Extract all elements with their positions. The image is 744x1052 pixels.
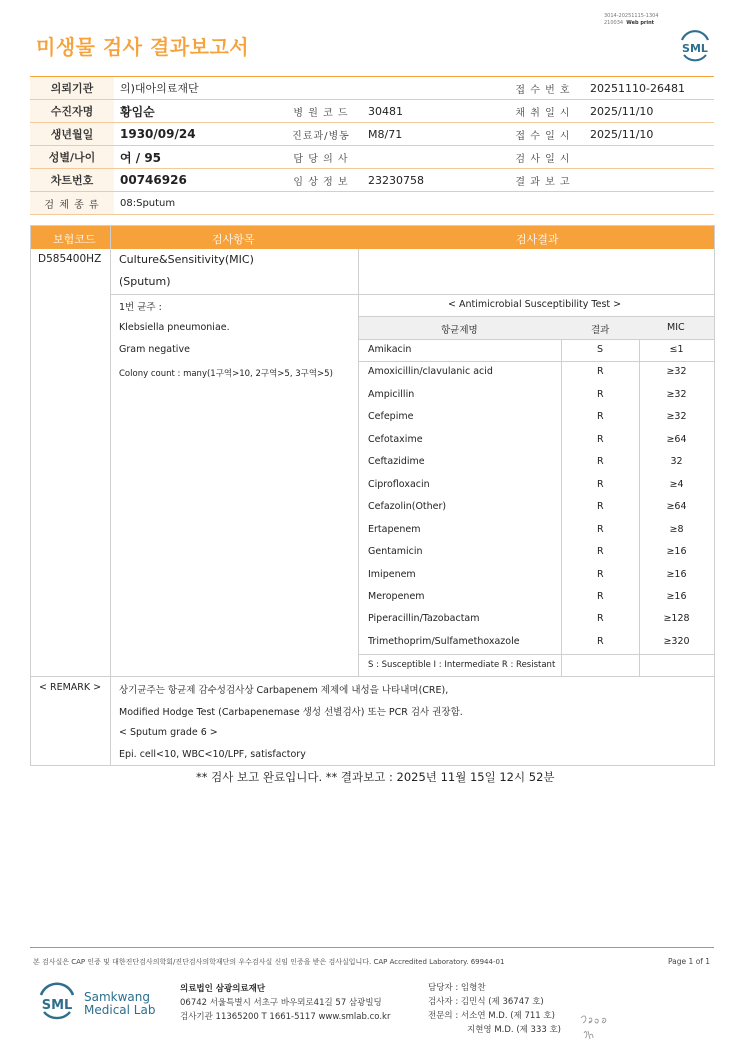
insurance-code: D585400HZ (38, 253, 102, 265)
info-label: 병 원 코 드 (280, 100, 362, 123)
ast-result-cell: R (597, 366, 604, 378)
ast-mic-cell: ≥16 (666, 568, 687, 580)
info-value: 00746926 (114, 169, 280, 192)
ast-drug-cell: Cefepime (368, 411, 414, 423)
remark-label: < REMARK > (39, 682, 102, 693)
info-value: 1930/09/24 (114, 123, 280, 146)
staff-line: 담당자 : 임형찬 (428, 983, 486, 993)
info-value: 08:Sputum (114, 192, 714, 215)
header-test-item: 검사항목 (212, 233, 255, 246)
ast-mic-cell: ≥4 (669, 478, 684, 490)
info-label: 결 과 보 고 (502, 169, 584, 192)
ast-result-cell: R (597, 478, 604, 490)
info-label: 검 사 일 시 (502, 146, 584, 169)
info-value (362, 146, 502, 169)
report-id-line2: 210034 (604, 20, 624, 26)
ast-result-cell: R (597, 388, 604, 400)
divider (358, 316, 714, 317)
web-print-label: Web print (626, 20, 655, 26)
info-value: 20251110-26481 (584, 77, 714, 100)
organism-name: Klebsiella pneumoniae. (119, 322, 230, 333)
divider (561, 316, 562, 676)
info-value: 30481 (362, 100, 502, 123)
ast-result-cell: R (597, 635, 604, 647)
ast-mic-cell: ≥64 (666, 433, 687, 445)
result-grid (30, 225, 715, 766)
svg-text:SML: SML (41, 998, 73, 1013)
info-row (30, 146, 714, 169)
info-row (30, 100, 714, 123)
info-row (30, 192, 714, 215)
organism-label: 1번 균주 : (119, 302, 162, 313)
info-label: 성별/나이 (30, 146, 114, 169)
ast-mic-cell: ≥128 (663, 613, 690, 625)
ast-result-cell: R (597, 590, 604, 602)
info-label: 생년월일 (30, 123, 114, 146)
ast-mic-cell: ≥320 (663, 635, 690, 647)
ast-mic-cell: ≥32 (666, 411, 687, 423)
divider (110, 226, 111, 765)
header-insurance-code: 보험코드 (53, 233, 96, 246)
ast-drug-cell: Imipenem (368, 568, 416, 580)
ast-result-cell: R (597, 523, 604, 535)
ast-drug-cell: Cefazolin(Other) (368, 501, 447, 513)
completion-notice: ** 검사 보고 완료입니다. ** 결과보고 : 2025년 11월 15일 12시 52분 (196, 770, 555, 784)
divider (358, 361, 714, 362)
divider (358, 339, 714, 340)
specimen-name: (Sputum) (119, 275, 171, 288)
ast-drug-cell: Gentamicin (368, 546, 423, 558)
divider (358, 654, 714, 655)
ast-drug-cell: Amikacin (368, 344, 412, 355)
divider (358, 294, 359, 676)
contact-line: 검사기관 11365200 T 1661-5117 www.smlab.co.kr (180, 1012, 391, 1022)
ast-drug-cell: Ampicillin (368, 388, 415, 400)
staff-line: 전문의 : 서소연 M.D. (제 711 호) (428, 1011, 555, 1021)
signature-icon (578, 1009, 612, 1041)
remark-line: Modified Hodge Test (Carbapenemase 생성 선별검사) 또는 PCR 검사 권장함. (119, 707, 463, 718)
divider (358, 249, 359, 294)
ast-mic-cell: ≥32 (666, 388, 687, 400)
info-value: 2025/11/10 (584, 123, 714, 146)
ast-header-bg (359, 317, 714, 339)
brand-name (84, 991, 155, 1017)
info-value: 의)대아의료재단 (114, 77, 502, 100)
staff-line: 검사자 : 김민식 (제 36747 호) (428, 997, 544, 1007)
info-label: 차트번호 (30, 169, 114, 192)
accreditation-note: 본 검사실은 CAP 인증 및 대한진단검사의학회/진단검사의학재단의 우수검사실 신임 인증을 받은 검사실입니다. CAP Accredited Laboratory. 69944-01 (33, 958, 505, 966)
info-label: 검 체 종 류 (30, 192, 114, 215)
header-test-result: 검사결과 (516, 233, 559, 246)
ast-result-cell: R (597, 433, 604, 445)
remark-line: 상기균주는 항균제 감수성검사상 Carbapenem 제제에 내성을 나타내며(CRE), (119, 685, 449, 696)
info-row (30, 169, 714, 192)
ast-title: < Antimicrobial Susceptibility Test > (448, 299, 622, 310)
info-label: 접 수 일 시 (502, 123, 584, 146)
org-name: 의료법인 삼광의료재단 (180, 984, 266, 994)
result-grid-header (31, 226, 714, 249)
info-value (584, 169, 714, 192)
footer-divider (30, 947, 714, 948)
info-value: 황임순 (114, 100, 280, 123)
brand-line: Medical Lab (84, 1003, 156, 1017)
ast-col-result: 결과 (591, 325, 610, 336)
info-value: 23230758 (362, 169, 502, 192)
page-number: Page 1 of 1 (668, 957, 711, 966)
test-name: Culture&Sensitivity(MIC) (119, 253, 254, 266)
info-label: 임 상 정 보 (280, 169, 362, 192)
gram-stain: Gram negative (119, 344, 190, 355)
ast-mic-cell: ≥32 (666, 366, 687, 378)
ast-mic-cell: 32 (670, 456, 683, 468)
ast-result-cell: R (597, 546, 604, 558)
staff-line: 지현영 M.D. (제 333 호) (467, 1025, 562, 1035)
ast-result-cell: R (597, 411, 604, 423)
info-label: 수진자명 (30, 100, 114, 123)
ast-col-drug: 항균제명 (441, 325, 478, 336)
staff-block (428, 981, 561, 1037)
ast-result-cell: R (597, 501, 604, 513)
ast-drug-cell: Ertapenem (368, 523, 421, 535)
ast-mic-cell: ≥16 (666, 546, 687, 558)
info-value: M8/71 (362, 123, 502, 146)
info-value: 여 / 95 (114, 146, 280, 169)
info-label: 채 취 일 시 (502, 100, 584, 123)
info-row (30, 123, 714, 146)
ast-drug-cell: Piperacillin/Tazobactam (368, 613, 480, 625)
ast-result-cell: S (597, 344, 604, 355)
ast-result-cell: R (597, 613, 604, 625)
patient-info-table (30, 76, 714, 215)
sml-logo-icon (677, 28, 713, 62)
ast-drug-cell: Cefotaxime (368, 433, 423, 445)
page-title: 미생물 검사 결과보고서 (36, 35, 250, 59)
ast-legend: S : Susceptible I : Intermediate R : Resistant (368, 660, 556, 670)
ast-drug-cell: Ceftazidime (368, 456, 425, 468)
remark-line: Epi. cell<10, WBC<10/LPF, satisfactory (119, 749, 306, 760)
report-id-line: 3014-20251115-1304 (604, 13, 659, 19)
info-label: 담 당 의 사 (280, 146, 362, 169)
report-id-stamp (604, 13, 659, 27)
address-line: 06742 서울특별시 서초구 바우뫼로41길 57 삼광빌딩 (180, 998, 382, 1008)
info-row (30, 77, 714, 100)
lab-address-block (180, 982, 390, 1024)
ast-mic-cell: ≥64 (666, 501, 687, 513)
ast-mic-cell: ≥16 (666, 590, 687, 602)
ast-mic-cell: ≥8 (669, 523, 684, 535)
ast-mic-cell: ≤1 (669, 344, 684, 355)
info-value: 2025/11/10 (584, 100, 714, 123)
remark-line: < Sputum grade 6 > (119, 727, 218, 738)
info-value (584, 146, 714, 169)
ast-drug-cell: Amoxicillin/clavulanic acid (368, 366, 493, 378)
brand-line: Samkwang (84, 990, 150, 1004)
ast-drug-cell: Meropenem (368, 590, 425, 602)
ast-drug-cell: Trimethoprim/Sulfamethoxazole (368, 635, 520, 647)
info-label: 의뢰기관 (30, 77, 114, 100)
colony-count: Colony count : many(1구역>10, 2구역>5, 3구역>5) (119, 369, 333, 379)
divider (31, 676, 714, 677)
ast-result-cell: R (597, 568, 604, 580)
sml-logo-icon (36, 981, 78, 1021)
info-label: 진료과/병동 (280, 123, 362, 146)
svg-text:SML: SML (682, 42, 708, 55)
divider (110, 294, 714, 295)
ast-result-cell: R (597, 456, 604, 468)
info-label: 접 수 번 호 (502, 77, 584, 100)
ast-col-mic: MIC (667, 322, 685, 333)
ast-drug-cell: Ciprofloxacin (368, 478, 430, 490)
